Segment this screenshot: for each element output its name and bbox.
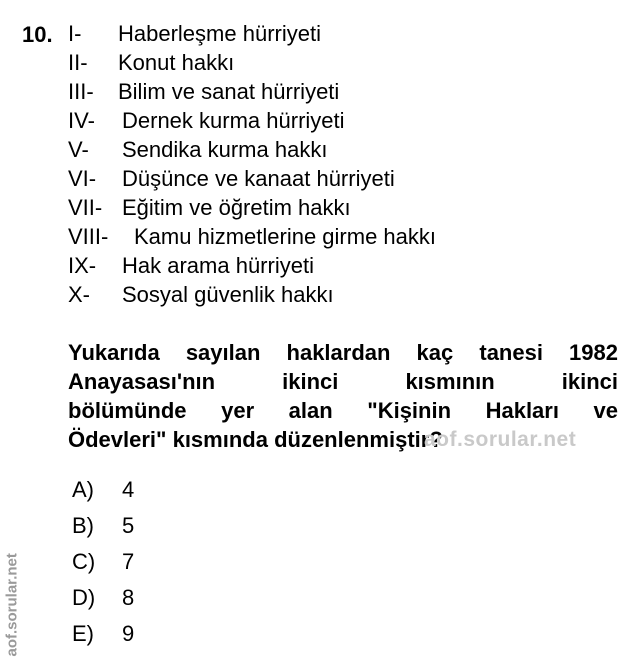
list-item [68,165,395,193]
roman-numeral: VI- [68,166,97,191]
question-line: bölümünde yer alan "Kişinin Hakları ve [68,398,618,423]
side-watermark: aof.sorular.net [3,553,21,657]
question-number: 10. [22,22,53,47]
option-d[interactable] [72,583,135,613]
roman-numeral: I- [68,21,82,46]
roman-numeral: IV- [68,108,95,133]
list-item [68,20,321,48]
option-value: 8 [122,585,135,610]
roman-numeral: VII- [68,195,103,220]
list-item [68,78,340,106]
item-text: Sosyal güvenlik hakkı [122,282,334,307]
list-item [68,252,314,280]
item-text: Hak arama hürriyeti [122,253,314,278]
item-text: Bilim ve sanat hürriyeti [118,79,340,104]
option-label: E) [72,621,94,646]
item-text: Dernek kurma hürriyeti [122,108,345,133]
option-value: 4 [122,477,135,502]
item-text: Eğitim ve öğretim hakkı [122,195,351,220]
list-item [68,107,345,135]
roman-numeral: III- [68,79,94,104]
option-label: D) [72,585,96,610]
roman-numeral: V- [68,137,89,162]
roman-numeral: VIII- [68,224,109,249]
item-text: Düşünce ve kanaat hürriyeti [122,166,395,191]
watermark: aof.sorular.net [424,428,577,451]
roman-numeral: X- [68,282,90,307]
list-item [68,194,351,222]
roman-numeral: IX- [68,253,97,278]
option-e[interactable] [72,619,135,649]
list-item [68,223,437,251]
question-line: Ödevleri" kısmında düzenlenmiştir? [68,427,443,452]
roman-numeral: II- [68,50,88,75]
option-value: 9 [122,621,135,646]
list-item [68,49,235,77]
item-text: Kamu hizmetlerine girme hakkı [134,224,437,249]
question-line: Yukarıda sayılan haklardan kaç tanesi 1982 [68,340,618,365]
item-text: Konut hakkı [118,50,235,75]
option-a[interactable] [72,475,135,505]
list-item [68,281,334,309]
option-label: C) [72,549,96,574]
option-label: A) [72,477,94,502]
list-item [68,136,328,164]
option-c[interactable] [72,547,135,577]
option-value: 5 [122,513,135,538]
option-b[interactable] [72,511,135,541]
item-text: Haberleşme hürriyeti [118,21,321,46]
question-line: Anayasası'nın ikinci kısmının ikinci [68,369,618,394]
item-text: Sendika kurma hakkı [122,137,328,162]
option-value: 7 [122,549,135,574]
option-label: B) [72,513,94,538]
